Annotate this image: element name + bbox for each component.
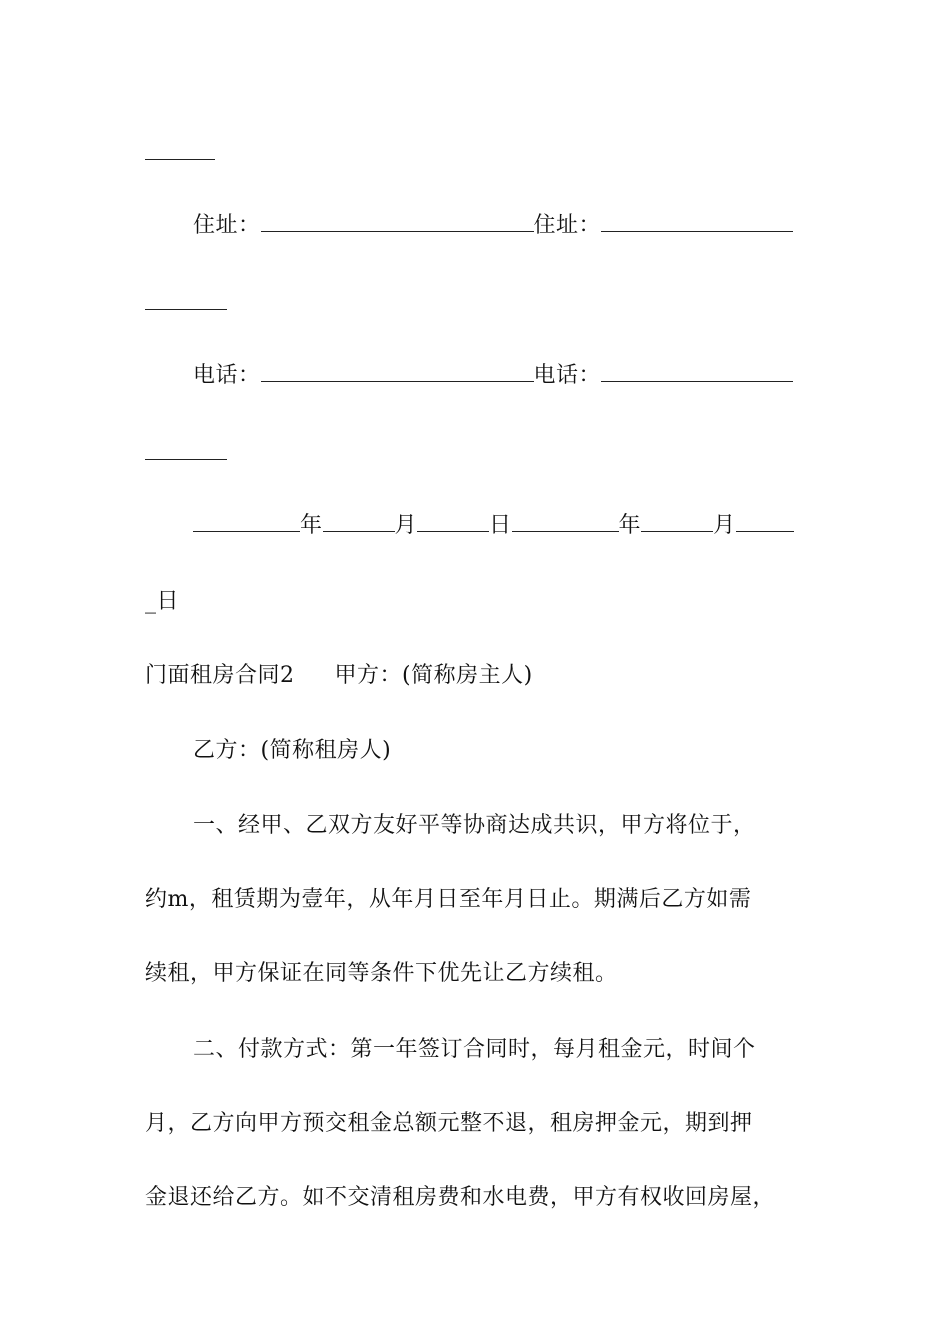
day-blank-a [417,513,489,532]
blank-continuation-1 [145,140,215,168]
date-year-label-b: 年 [618,513,642,538]
clause2-line1: 二、付款方式：第一年签订合同时，每月租金元，时间个 [193,1037,756,1062]
day-blank-b [736,513,794,532]
contract-heading-row [145,662,533,690]
party-b: 乙方：(简称租房人) [193,738,392,763]
blank-line [145,441,227,460]
address-label-a: 住址： [193,213,261,238]
address-row [193,212,793,240]
phone-blank-b [601,363,793,382]
date-year-label-a: 年 [300,513,323,538]
blank-line [145,291,227,310]
date-row [193,512,794,540]
clause1-line1: 一、经甲、乙双方友好平等协商达成共识，甲方将位于， [193,813,756,838]
contract-title: 门面租房合同2 [145,663,295,688]
blank-line [145,141,215,160]
phone-row [193,362,793,390]
date-month-label-b: 月 [713,513,736,538]
address-label-b: 住址： [533,213,602,238]
clause2-line2: 月，乙方向甲方预交租金总额元整不退，租房押金元，期到押 [145,1111,753,1136]
year-blank-b [512,513,619,532]
year-blank-a [193,513,300,532]
date-day-label-a: 日 [489,513,512,538]
address-blank-b [601,213,793,232]
clause2-line3: 金退还给乙方。如不交清租房费和水电费，甲方有权收回房屋， [145,1185,776,1210]
clause1-line3: 续租，甲方保证在同等条件下优先让乙方续租。 [145,961,618,986]
month-blank-a [323,513,395,532]
phone-blank-a [261,363,534,382]
address-blank-a [261,213,534,232]
phone-label-a: 电话： [193,363,261,388]
month-blank-b [641,513,713,532]
clause1-line2: 约m，租赁期为壹年，从年月日至年月日止。期满后乙方如需 [145,887,752,912]
blank-continuation-3 [145,440,227,468]
phone-label-b: 电话： [533,363,602,388]
party-a: 甲方：(简称房主人) [334,663,533,688]
blank-continuation-2 [145,290,227,318]
date-day-continuation: _日 [145,589,180,614]
date-month-label-a: 月 [394,513,418,538]
